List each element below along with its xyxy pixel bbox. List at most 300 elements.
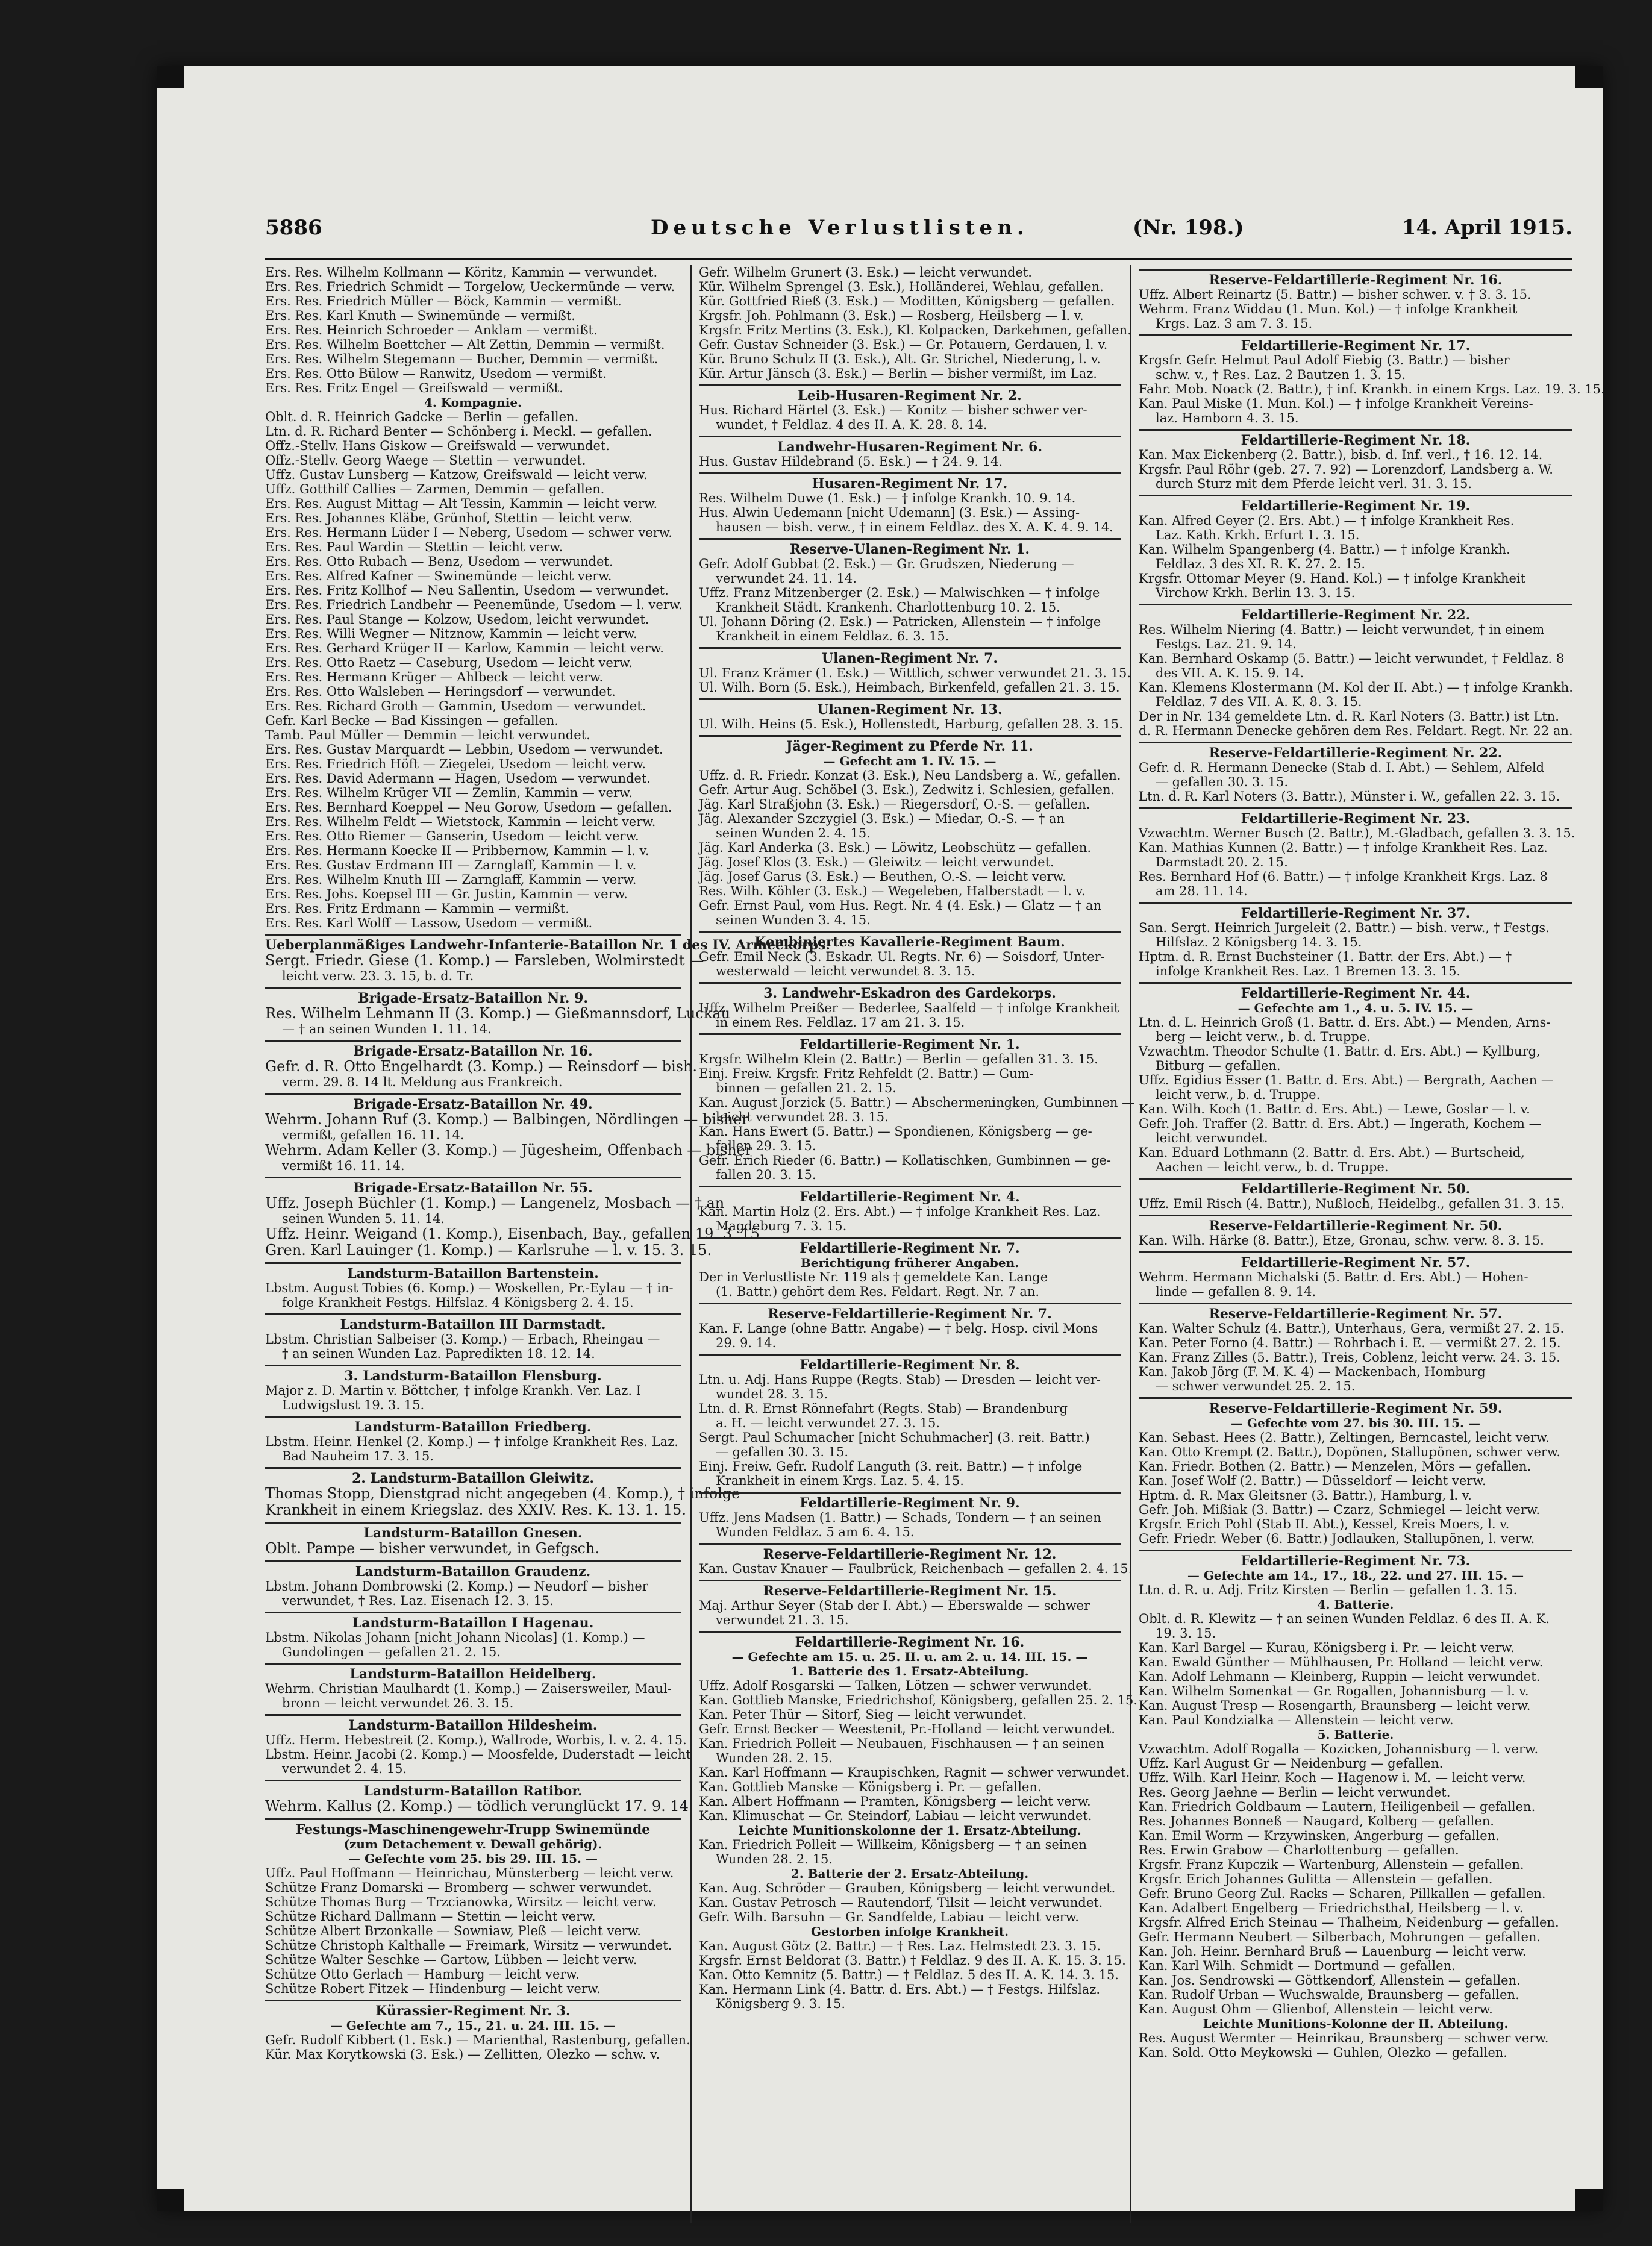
casualty-entry: Ers. Res. August Mittag — Alt Tessin, Kammin — leicht verw. <box>265 496 658 511</box>
section-heading: Feldartillerie-Regiment Nr. 37. <box>1139 902 1572 921</box>
casualty-entry: Gefr. Bruno Georg Zul. Racks — Scharen, Pillkallen — gefallen. <box>1139 1886 1546 1901</box>
casualty-entry: berg — leicht verw., b. d. Truppe. <box>1156 1030 1371 1044</box>
casualty-entry: Schütze Franz Domarski — Bromberg — schwer verwundet. <box>265 1880 652 1895</box>
casualty-entry: Feldlaz. 3 des XI. R. K. 27. 2. 15. <box>1156 557 1365 571</box>
casualty-entry: Kan. Mathias Kunnen (2. Battr.) — † infolge Krankheit Res. Laz. <box>1139 840 1548 855</box>
casualty-entry: Thomas Stopp, Dienstgrad nicht angegeben (4. Komp.), † infolge <box>265 1485 740 1502</box>
casualty-entry: Wehrm. Adam Keller (3. Komp.) — Jügesheim, Offenbach — bisher <box>265 1142 752 1159</box>
casualty-entry: seinen Wunden 3. 4. 15. <box>716 913 871 927</box>
casualty-entry: Kan. Max Eickenberg (2. Battr.), bisb. d. Inf. verl., † 16. 12. 14. <box>1139 448 1543 462</box>
casualty-entry: Schütze Walter Seschke — Gartow, Lübben — leicht verw. <box>265 1953 637 1967</box>
casualty-entry: Kan. F. Lange (ohne Battr. Angabe) — † belg. Hosp. civil Mons <box>699 1321 1098 1336</box>
section-heading: Landsturm-Bataillon I Hagenau. <box>265 1612 681 1630</box>
casualty-entry: Kan. Alfred Geyer (2. Ers. Abt.) — † infolge Krankheit Res. <box>1139 513 1515 528</box>
casualty-entry: Ludwigslust 19. 3. 15. <box>282 1398 425 1412</box>
section-heading: Feldartillerie-Regiment Nr. 16. <box>699 1631 1121 1650</box>
casualty-entry: Krankheit in einem Kriegslaz. des XXIV. Res. K. 13. 1. 15. <box>265 1501 686 1518</box>
section-heading: 3. Landsturm-Bataillon Flensburg. <box>265 1365 681 1383</box>
casualty-entry: Kan. Karl Hoffmann — Kraupischken, Ragnit — schwer verwundet. <box>699 1765 1130 1780</box>
section-heading: Landsturm-Bataillon Graudenz. <box>265 1560 681 1579</box>
casualty-entry: Ltn. d. R. Richard Benter — Schönberg i. Meckl. — gefallen. <box>265 424 652 439</box>
casualty-entry: Kan. Gottlieb Manske — Königsberg i. Pr. — gefallen. <box>699 1780 1042 1794</box>
casualty-entry: Kan. Martin Holz (2. Ers. Abt.) — † infolge Krankheit Res. Laz. <box>699 1204 1101 1219</box>
casualty-entry: Kan. Jakob Jörg (F. M. K. 4) — Mackenbach, Homburg <box>1139 1365 1486 1379</box>
casualty-entry: Magdeburg 7. 3. 15. <box>716 1219 847 1233</box>
casualty-entry: Gefr. Hermann Neubert — Silberbach, Mohrungen — gefallen. <box>1139 1930 1541 1944</box>
subheading: 5. Batterie. <box>1317 1727 1394 1742</box>
casualty-entry: infolge Krankheit Res. Laz. 1 Bremen 13. 3. 15. <box>1156 964 1461 978</box>
casualty-entry: leicht verwundet. <box>1156 1131 1268 1145</box>
casualty-entry: Kan. Otto Kemnitz (5. Battr.) — † Feldlaz. 5 des II. A. K. 14. 3. 15. <box>699 1968 1119 1982</box>
casualty-entry: Res. Johannes Bonneß — Naugard, Kolberg — gefallen. <box>1139 1814 1494 1828</box>
casualty-entry: Tamb. Paul Müller — Demmin — leicht verwundet. <box>265 728 590 742</box>
issue-date: 14. April 1915. <box>1401 216 1572 240</box>
casualty-entry: 29. 9. 14. <box>716 1336 777 1350</box>
casualty-entry: Kan. Wilhelm Spangenberg (4. Battr.) — † infolge Krankh. <box>1139 542 1510 557</box>
casualty-entry: Gefr. Adolf Gubbat (2. Esk.) — Gr. Grudszen, Niederung — <box>699 557 1074 571</box>
casualty-entry: Uffz. Paul Hoffmann — Heinrichau, Münsterberg — leicht verw. <box>265 1866 674 1880</box>
casualty-entry: — † an seinen Wunden 1. 11. 14. <box>282 1022 492 1036</box>
casualty-entry: Kan. Eduard Lothmann (2. Battr. d. Ers. Abt.) — Burtscheid, <box>1139 1145 1525 1160</box>
section-heading: Reserve-Feldartillerie-Regiment Nr. 50. <box>1139 1215 1572 1233</box>
casualty-entry: fallen 29. 3. 15. <box>716 1139 816 1153</box>
section-heading: Landsturm-Bataillon Friedberg. <box>265 1416 681 1434</box>
casualty-entry: Jäg. Karl Straßjohn (3. Esk.) — Riegersdorf, O.-S. — gefallen. <box>699 797 1090 812</box>
casualty-entry: 19. 3. 15. <box>1156 1626 1216 1641</box>
casualty-entry: Ers. Res. Otto Walsleben — Heringsdorf — verwundet. <box>265 684 616 699</box>
section-heading: Feldartillerie-Regiment Nr. 19. <box>1139 495 1572 513</box>
casualty-entry: Lbstm. Nikolas Johann [nicht Johann Nicolas] (1. Komp.) — <box>265 1630 645 1645</box>
casualty-entry: Res. Bernhard Hof (6. Battr.) — † infolge Krankheit Krgs. Laz. 8 <box>1139 869 1548 884</box>
casualty-entry: laz. Hamborn 4. 3. 15. <box>1156 411 1299 425</box>
casualty-entry: Uffz. Jens Madsen (1. Battr.) — Schads, Tondern — † an seinen <box>699 1510 1101 1525</box>
casualty-entry: Gefr. Erich Rieder (6. Battr.) — Kollatischken, Gumbinnen — ge- <box>699 1153 1111 1168</box>
casualty-entry: Wehrm. Franz Widdau (1. Mun. Kol.) — † infolge Krankheit <box>1139 302 1518 316</box>
casualty-entry: wundet, † Feldlaz. 4 des II. A. K. 28. 8. 14. <box>716 418 987 432</box>
casualty-entry: Wehrm. Kallus (2. Komp.) — tödlich verunglückt 17. 9. 14. <box>265 1798 693 1815</box>
corner-mark <box>157 66 184 88</box>
casualty-entry: Krgsfr. Joh. Pohlmann (3. Esk.) — Rosberg, Heilsberg — l. v. <box>699 308 1084 323</box>
casualty-entry: Jäg. Karl Anderka (3. Esk.) — Löwitz, Leobschütz — gefallen. <box>699 840 1092 855</box>
casualty-entry: Krgsfr. Franz Kupczik — Wartenburg, Allenstein — gefallen. <box>1139 1857 1524 1872</box>
casualty-entry: Ers. Res. Heinrich Schroeder — Anklam — vermißt. <box>265 323 598 337</box>
casualty-entry: Ltn. d. L. Heinrich Groß (1. Battr. d. Ers. Abt.) — Menden, Arns- <box>1139 1015 1551 1030</box>
casualty-entry: † an seinen Wunden Laz. Papredikten 18. 12. 14. <box>282 1347 595 1361</box>
casualty-entry: Ers. Res. Friedrich Höft — Ziegelei, Usedom — leicht verw. <box>265 757 646 771</box>
casualty-entry: Ers. Res. Gerhard Krüger II — Karlow, Kammin — leicht verw. <box>265 641 664 655</box>
casualty-entry: linde — gefallen 8. 9. 14. <box>1156 1284 1316 1299</box>
casualty-entry: Gefr. Rudolf Kibbert (1. Esk.) — Marienthal, Rastenburg, gefallen. <box>265 2033 690 2047</box>
section-heading: Festungs-Maschinengewehr-Trupp Swinemünde <box>265 1818 681 1837</box>
casualty-entry: Der in Nr. 134 gemeldete Ltn. d. R. Karl Noters (3. Battr.) ist Ltn. <box>1139 709 1559 724</box>
corner-mark <box>1575 66 1603 88</box>
casualty-entry: Hus. Alwin Uedemann [nicht Udemann] (3. Esk.) — Assing- <box>699 505 1080 520</box>
casualty-entry: Gefr. Artur Aug. Schöbel (3. Esk.), Zedwitz i. Schlesien, gefallen. <box>699 783 1115 797</box>
subheading: (zum Detachement v. Dewall gehörig). <box>343 1837 602 1851</box>
casualty-entry: Bitburg — gefallen. <box>1156 1059 1281 1073</box>
subheading: Gestorben infolge Krankheit. <box>810 1924 1009 1939</box>
subheading: 2. Batterie der 2. Ersatz-Abteilung. <box>790 1866 1029 1881</box>
subheading: — Gefechte am 1., 4. u. 5. IV. 15. — <box>1237 1001 1474 1015</box>
casualty-entry: seinen Wunden 5. 11. 14. <box>282 1212 445 1226</box>
casualty-entry: Ers. Res. Bernhard Koeppel — Neu Gorow, Usedom — gefallen. <box>265 800 672 815</box>
casualty-entry: Gefr. Joh. Mißiak (3. Battr.) — Czarz, Schmiegel — leicht verw. <box>1139 1503 1541 1517</box>
section-heading: Landwehr-Husaren-Regiment Nr. 6. <box>699 436 1121 454</box>
casualty-entry: Res. August Wermter — Heinrikau, Braunsberg — schwer verw. <box>1139 2031 1549 2045</box>
casualty-entry: Uffz. Egidius Esser (1. Battr. d. Ers. Abt.) — Bergrath, Aachen — <box>1139 1073 1554 1087</box>
subheading: — Gefechte vom 27. bis 30. III. 15. — <box>1231 1416 1480 1430</box>
casualty-entry: Kan. Walter Schulz (4. Battr.), Unterhaus, Gera, vermißt 27. 2. 15. <box>1139 1321 1565 1336</box>
casualty-entry: Ers. Res. Otto Raetz — Caseburg, Usedom — leicht verw. <box>265 655 633 670</box>
casualty-entry: Ers. Res. Wilhelm Kollmann — Köritz, Kammin — verwundet. <box>265 265 658 280</box>
casualty-entry: Uffz. Karl August Gr — Neidenburg — gefallen. <box>1139 1756 1444 1771</box>
section-heading: Feldartillerie-Regiment Nr. 8. <box>699 1354 1121 1372</box>
section-heading: Feldartillerie-Regiment Nr. 4. <box>699 1186 1121 1204</box>
casualty-entry: Kan. Gustav Petrosch — Rautendorf, Tilsit — leicht verwundet. <box>699 1895 1103 1910</box>
casualty-entry: seinen Wunden 2. 4. 15. <box>716 826 871 840</box>
section-heading: Feldartillerie-Regiment Nr. 23. <box>1139 807 1572 826</box>
casualty-entry: Bad Nauheim 17. 3. 15. <box>282 1449 434 1463</box>
casualty-entry: Lbstm. Johann Dombrowski (2. Komp.) — Neudorf — bisher <box>265 1579 648 1594</box>
casualty-entry: Krgsfr. Ernst Beldorat (3. Battr.) † Feldlaz. 9 des II. A. K. 15. 3. 15. <box>699 1953 1126 1968</box>
section-heading: Reserve-Feldartillerie-Regiment Nr. 59. <box>1139 1397 1572 1416</box>
casualty-entry: Ers. Res. Fritz Engel — Greifswald — vermißt. <box>265 381 563 395</box>
casualty-entry: Gefr. Wilhelm Grunert (3. Esk.) — leicht verwundet. <box>699 265 1032 280</box>
casualty-entry: — schwer verwundet 25. 2. 15. <box>1156 1379 1356 1394</box>
section-heading: Feldartillerie-Regiment Nr. 50. <box>1139 1178 1572 1197</box>
casualty-entry: Kan. August Jorzick (5. Battr.) — Abschermeningken, Gumbinnen — <box>699 1095 1135 1110</box>
section-heading: Husaren-Regiment Nr. 17. <box>699 472 1121 491</box>
casualty-entry: Einj. Freiw. Krgsfr. Fritz Rehfeldt (2. Battr.) — Gum- <box>699 1066 1034 1081</box>
column-3 <box>1139 265 1605 2223</box>
casualty-entry: Ers. Res. Richard Groth — Gammin, Usedom — verwundet. <box>265 699 646 713</box>
casualty-entry: Kan. Friedrich Goldbaum — Lautern, Heiligenbeil — gefallen. <box>1139 1800 1536 1814</box>
casualty-entry: Uffz. Franz Mitzenberger (2. Esk.) — Malwischken — † infolge <box>699 586 1100 600</box>
casualty-entry: Kan. Wilh. Koch (1. Battr. d. Ers. Abt.) — Lewe, Goslar — l. v. <box>1139 1102 1530 1116</box>
casualty-entry: Hus. Richard Härtel (3. Esk.) — Konitz — bisher schwer ver- <box>699 403 1087 418</box>
casualty-entry: Schütze Christoph Kalthalle — Freimark, Wirsitz — verwundet. <box>265 1938 672 1953</box>
casualty-entry: Kan. Joh. Heinr. Bernhard Bruß — Lauenburg — leicht verw. <box>1139 1944 1527 1959</box>
section-heading: Kombiniertes Kavallerie-Regiment Baum. <box>699 931 1121 949</box>
casualty-entry: Krankheit in einem Feldlaz. 6. 3. 15. <box>716 629 950 643</box>
casualty-entry: Hilfslaz. 2 Königsberg 14. 3. 15. <box>1156 935 1362 949</box>
casualty-entry: Uffz. Heinr. Weigand (1. Komp.), Eisenbach, Bay., gefallen 19. 3. 15. <box>265 1225 765 1242</box>
casualty-entry: Schütze Thomas Burg — Trzcianowka, Wirsitz — leicht verw. <box>265 1895 657 1909</box>
casualty-entry: Ers. Res. Hermann Krüger — Ahlbeck — leicht verw. <box>265 670 604 684</box>
casualty-entry: Uffz. d. R. Friedr. Konzat (3. Esk.), Neu Landsberg a. W., gefallen. <box>699 768 1121 783</box>
casualty-entry: Ltn. d. R. Karl Noters (3. Battr.), Münster i. W., gefallen 22. 3. 15. <box>1139 789 1560 804</box>
casualty-entry: Kan. Hermann Link (4. Battr. d. Ers. Abt.) — † Festgs. Hilfslaz. <box>699 1982 1101 1997</box>
casualty-entry: Gefr. d. R. Hermann Denecke (Stab d. I. Abt.) — Sehlem, Alfeld <box>1139 760 1545 775</box>
casualty-entry: Krankheit in einem Krgs. Laz. 5. 4. 15. <box>716 1474 964 1488</box>
casualty-entry: vermißt 16. 11. 14. <box>282 1159 405 1173</box>
casualty-entry: Kan. Franz Zilles (5. Battr.), Treis, Coblenz, leicht verw. 24. 3. 15. <box>1139 1350 1560 1365</box>
casualty-entry: Krgsfr. Paul Röhr (geb. 27. 7. 92) — Lorenzdorf, Landsberg a. W. <box>1139 462 1553 477</box>
casualty-entry: Kan. Karl Bargel — Kurau, Königsberg i. Pr. — leicht verw. <box>1139 1641 1515 1655</box>
subheading: Leichte Munitionskolonne der 1. Ersatz-Abteilung. <box>738 1823 1081 1838</box>
casualty-entry: Feldlaz. 7 des VII. A. K. 8. 3. 15. <box>1156 695 1362 709</box>
casualty-entry: Res. Georg Jaehne — Berlin — leicht verwundet. <box>1139 1785 1451 1800</box>
subheading: — Gefecht am 1. IV. 15. — <box>823 754 997 768</box>
casualty-entry: Ers. Res. Friedrich Müller — Böck, Kammin — vermißt. <box>265 294 622 308</box>
casualty-entry: Gefr. Wilh. Barsuhn — Gr. Sandfelde, Labiau — leicht verw. <box>699 1910 1079 1924</box>
section-heading: Kürassier-Regiment Nr. 3. <box>265 2000 681 2018</box>
casualty-entry: Lbstm. Heinr. Henkel (2. Komp.) — † infolge Krankheit Res. Laz. <box>265 1434 678 1449</box>
section-heading: Reserve-Feldartillerie-Regiment Nr. 16. <box>1139 269 1572 287</box>
casualty-entry: Uffz. Emil Risch (4. Battr.), Nußloch, Heidelbg., gefallen 31. 3. 15. <box>1139 1197 1565 1211</box>
section-heading: Reserve-Feldartillerie-Regiment Nr. 7. <box>699 1303 1121 1321</box>
casualty-entry: Vzwachtm. Adolf Rogalla — Kozicken, Johannisburg — l. verw. <box>1139 1742 1539 1756</box>
casualty-entry: Sergt. Friedr. Giese (1. Komp.) — Farsleben, Wolmirstedt — <box>265 952 704 969</box>
casualty-entry: Lbstm. Heinr. Jacobi (2. Komp.) — Moosfelde, Duderstadt — leicht <box>265 1747 691 1762</box>
casualty-entry: Jäg. Josef Garus (3. Esk.) — Beuthen, O.-S. — leicht verw. <box>699 869 1066 884</box>
casualty-entry: Kan. Paul Miske (1. Mun. Kol.) — † infolge Krankheit Vereins- <box>1139 396 1533 411</box>
casualty-entry: Kan. Sold. Otto Meykowski — Guhlen, Olezko — gefallen. <box>1139 2045 1507 2060</box>
casualty-entry: vermißt, gefallen 16. 11. 14. <box>282 1128 465 1142</box>
section-heading: Ulanen-Regiment Nr. 13. <box>699 698 1121 717</box>
casualty-entry: d. R. Hermann Denecke gehören dem Res. Feldart. Regt. Nr. 22 an. <box>1139 724 1573 738</box>
page-header <box>265 216 1572 252</box>
casualty-entry: Kan. Friedrich Polleit — Willkeim, Königsberg — † an seinen <box>699 1838 1087 1852</box>
casualty-entry: Der in Verlustliste Nr. 119 als † gemeldete Kan. Lange <box>699 1270 1048 1284</box>
casualty-entry: Kür. Wilhelm Sprengel (3. Esk.), Holländerei, Wehlau, gefallen. <box>699 280 1104 294</box>
casualty-entry: Jäg. Alexander Szczygiel (3. Esk.) — Miedar, O.-S. — † an <box>699 812 1065 826</box>
casualty-entry: Darmstadt 20. 2. 15. <box>1156 855 1288 869</box>
casualty-entry: wundet 28. 3. 15. <box>716 1387 828 1401</box>
casualty-entry: Schütze Otto Gerlach — Hamburg — leicht verw. <box>265 1967 580 1982</box>
casualty-entry: durch Sturz mit dem Pferde leicht verl. 31. 3. 15. <box>1156 477 1472 491</box>
column-2 <box>699 265 1138 2223</box>
section-heading: 2. Landsturm-Bataillon Gleiwitz. <box>265 1467 681 1486</box>
section-heading: Leib-Husaren-Regiment Nr. 2. <box>699 384 1121 403</box>
casualty-entry: verm. 29. 8. 14 lt. Meldung aus Frankreich. <box>282 1075 563 1089</box>
casualty-entry: Res. Erwin Grabow — Charlottenburg — gefallen. <box>1139 1843 1459 1857</box>
casualty-entry: Festgs. Laz. 21. 9. 14. <box>1156 637 1297 651</box>
casualty-entry: verwundet 24. 11. 14. <box>716 571 857 586</box>
section-heading: Feldartillerie-Regiment Nr. 1. <box>699 1033 1121 1052</box>
section-heading: Landsturm-Bataillon Bartenstein. <box>265 1262 681 1281</box>
casualty-entry: Wehrm. Christian Maulhardt (1. Komp.) — Zaisersweiler, Maul- <box>265 1681 672 1696</box>
casualty-entry: Schütze Richard Dallmann — Stettin — leicht verw. <box>265 1909 596 1924</box>
casualty-entry: Uffz. Gustav Lunsberg — Katzow, Greifswald — leicht verw. <box>265 468 648 482</box>
casualty-entry: Kan. Wilhelm Somenkat — Gr. Rogallen, Johannisburg — l. v. <box>1139 1684 1529 1698</box>
casualty-entry: verwundet 2. 4. 15. <box>282 1762 407 1776</box>
casualty-entry: Ers. Res. Alfred Kafner — Swinemünde — leicht verw. <box>265 569 612 583</box>
casualty-entry: Kan. Hans Ewert (5. Battr.) — Spondienen, Königsberg — ge- <box>699 1124 1092 1139</box>
casualty-entry: Kan. Albert Hoffmann — Pramten, Königsberg — leicht verw. <box>699 1794 1091 1809</box>
casualty-entry: Aachen — leicht verw., b. d. Truppe. <box>1156 1160 1389 1174</box>
casualty-entry: Hus. Gustav Hildebrand (5. Esk.) — † 24. 9. 14. <box>699 454 1003 469</box>
casualty-entry: Kan. Karl Wilh. Schmidt — Dortmund — gefallen. <box>1139 1959 1456 1973</box>
section-heading: Feldartillerie-Regiment Nr. 18. <box>1139 429 1572 448</box>
casualty-entry: Ltn. u. Adj. Hans Ruppe (Regts. Stab) — Dresden — leicht ver- <box>699 1372 1101 1387</box>
casualty-entry: Ers. Res. Karl Wolff — Lassow, Usedom — vermißt. <box>265 916 593 930</box>
casualty-entry: Gefr. Emil Neck (3. Eskadr. Ul. Regts. Nr. 6) — Soisdorf, Unter- <box>699 949 1105 964</box>
casualty-entry: Uffz. Wilhelm Preißer — Bederlee, Saalfeld — † infolge Krankheit <box>699 1001 1119 1015</box>
section-heading: Reserve-Feldartillerie-Regiment Nr. 22. <box>1139 742 1572 760</box>
subheading: 4. Kompagnie. <box>424 395 522 410</box>
casualty-entry: Ers. Res. Karl Knuth — Swinemünde — vermißt. <box>265 308 575 323</box>
casualty-entry: Kan. Josef Wolf (2. Battr.) — Düsseldorf — leicht verw. <box>1139 1474 1486 1488</box>
subheading: — Gefechte am 15. u. 25. II. u. am 2. u. 14. III. 15. — <box>731 1650 1088 1664</box>
casualty-entry: Ers. Res. David Adermann — Hagen, Usedom — verwundet. <box>265 771 651 786</box>
casualty-entry: Laz. Kath. Krkh. Erfurt 1. 3. 15. <box>1156 528 1360 542</box>
casualty-entry: Kan. Wilh. Härke (8. Battr.), Etze, Gronau, schw. verw. 8. 3. 15. <box>1139 1233 1544 1248</box>
casualty-entry: Ltn. d. R. Ernst Rönnefahrt (Regts. Stab) — Brandenburg <box>699 1401 1068 1416</box>
casualty-entry: Kan. Aug. Schröder — Grauben, Königsberg — leicht verwundet. <box>699 1881 1116 1895</box>
casualty-entry: Oblt. Pampe — bisher verwundet, in Gefgsch. <box>265 1540 600 1557</box>
casualty-entry: Kan. Paul Kondzialka — Allenstein — leicht verw. <box>1139 1713 1454 1727</box>
casualty-entry: Schütze Albert Brzonkalle — Sowniaw, Pleß — leicht verw. <box>265 1924 641 1938</box>
section-heading: Feldartillerie-Regiment Nr. 73. <box>1139 1550 1572 1568</box>
casualty-entry: verwundet, † Res. Laz. Eisenach 12. 3. 15. <box>282 1594 554 1608</box>
section-heading: Brigade-Ersatz-Bataillon Nr. 55. <box>265 1177 681 1195</box>
casualty-entry: Ul. Johann Döring (2. Esk.) — Patricken, Allenstein — † infolge <box>699 615 1101 629</box>
casualty-entry: Oblt. d. R. Klewitz — † an seinen Wunden Feldlaz. 6 des II. A. K. <box>1139 1612 1550 1626</box>
casualty-entry: (1. Battr.) gehört dem Res. Feldart. Regt. Nr. 7 an. <box>716 1284 1040 1299</box>
casualty-entry: Krgsfr. Erich Johannes Gulitta — Allenstein — gefallen. <box>1139 1872 1493 1886</box>
casualty-entry: Ul. Wilh. Heins (5. Esk.), Hollenstedt, Harburg, gefallen 28. 3. 15. <box>699 717 1123 731</box>
casualty-entry: Ers. Res. Otto Riemer — Ganserin, Usedom — leicht verw. <box>265 829 639 843</box>
casualty-entry: Kan. Peter Forno (4. Battr.) — Rohrbach i. E. — vermißt 27. 2. 15. <box>1139 1336 1561 1350</box>
casualty-entry: Ers. Res. Willi Wegner — Nitznow, Kammin — leicht verw. <box>265 627 637 641</box>
section-heading: Landsturm-Bataillon Ratibor. <box>265 1780 681 1798</box>
casualty-entry: Krgsfr. Alfred Erich Steinau — Thalheim, Neidenburg — gefallen. <box>1139 1915 1559 1930</box>
section-heading: Brigade-Ersatz-Bataillon Nr. 49. <box>265 1093 681 1112</box>
section-heading: Feldartillerie-Regiment Nr. 22. <box>1139 604 1572 622</box>
casualty-entry: Ers. Res. Hermann Lüder I — Neberg, Usedom — schwer verw. <box>265 525 672 540</box>
casualty-entry: Kan. Adalbert Engelberg — Friedrichsthal, Heilsberg — l. v. <box>1139 1901 1524 1915</box>
casualty-entry: Kan. August Tresp — Rosengarth, Braunsberg — leicht verw. <box>1139 1698 1531 1713</box>
casualty-entry: westerwald — leicht verwundet 8. 3. 15. <box>716 964 975 978</box>
casualty-entry: Ers. Res. Otto Bülow — Ranwitz, Usedom — vermißt. <box>265 366 607 381</box>
section-heading: Landsturm-Bataillon Heidelberg. <box>265 1663 681 1681</box>
subheading: — Gefechte am 7., 15., 21. u. 24. III. 15. — <box>330 2018 616 2033</box>
casualty-entry: Ltn. d. R. u. Adj. Fritz Kirsten — Berlin — gefallen 1. 3. 15. <box>1139 1583 1518 1597</box>
casualty-entry: Uffz. Gotthilf Callies — Zarmen, Demmin — gefallen. <box>265 482 605 496</box>
page-number: 5886 <box>265 216 322 240</box>
subheading: 1. Batterie des 1. Ersatz-Abteilung. <box>790 1664 1029 1678</box>
corner-mark <box>1575 2189 1603 2211</box>
casualty-entry: Hptm. d. R. Max Gleitsner (3. Battr.), Hamburg, l. v. <box>1139 1488 1472 1503</box>
casualty-entry: Gefr. Ernst Becker — Weestenit, Pr.-Holland — leicht verwundet. <box>699 1722 1115 1736</box>
casualty-entry: Kür. Artur Jänsch (3. Esk.) — Berlin — bisher vermißt, im Laz. <box>699 366 1097 381</box>
casualty-entry: Ers. Res. Wilhelm Boettcher — Alt Zettin, Demmin — vermißt. <box>265 337 665 352</box>
section-heading: Feldartillerie-Regiment Nr. 57. <box>1139 1251 1572 1270</box>
casualty-entry: Wunden 28. 2. 15. <box>716 1852 833 1866</box>
casualty-entry: schw. v., † Res. Laz. 2 Bautzen 1. 3. 15. <box>1156 368 1406 382</box>
casualty-entry: Kan. Peter Thür — Sitorf, Sieg — leicht verwundet. <box>699 1707 1027 1722</box>
casualty-entry: Ers. Res. Friedrich Schmidt — Torgelow, Ueckermünde — verw. <box>265 280 675 294</box>
casualty-entry: Uffz. Adolf Rosgarski — Talken, Lötzen — schwer verwundet. <box>699 1678 1092 1693</box>
section-heading: Reserve-Feldartillerie-Regiment Nr. 57. <box>1139 1303 1572 1321</box>
section-heading: Feldartillerie-Regiment Nr. 7. <box>699 1237 1121 1256</box>
casualty-entry: Ers. Res. Friedrich Landbehr — Peenemünde, Usedom — l. verw. <box>265 598 683 612</box>
section-heading: Landsturm-Bataillon Hildesheim. <box>265 1714 681 1733</box>
casualty-entry: Ers. Res. Paul Stange — Kolzow, Usedom, leicht verwundet. <box>265 612 649 627</box>
section-heading: Reserve-Feldartillerie-Regiment Nr. 15. <box>699 1580 1121 1598</box>
casualty-entry: Hptm. d. R. Ernst Buchsteiner (1. Battr. der Ers. Abt.) — † <box>1139 949 1512 964</box>
casualty-entry: fallen 20. 3. 15. <box>716 1168 816 1182</box>
casualty-entry: Kan. Rudolf Urban — Wuchswalde, Braunsberg — gefallen. <box>1139 1988 1519 2002</box>
subheading: Leichte Munitions-Kolonne der II. Abteilung. <box>1203 2016 1509 2031</box>
casualty-entry: Kan. Friedr. Bothen (2. Battr.) — Menzelen, Mörs — gefallen. <box>1139 1459 1532 1474</box>
casualty-entry: Kan. August Götz (2. Battr.) — † Res. Laz. Helmstedt 23. 3. 15. <box>699 1939 1101 1953</box>
casualty-entry: bronn — leicht verwundet 26. 3. 15. <box>282 1696 514 1710</box>
casualty-entry: Uffz. Wilh. Karl Heinr. Koch — Hagenow i. M. — leicht verw. <box>1139 1771 1526 1785</box>
section-heading: Ueberplanmäßiges Landwehr-Infanterie-Bataillon Nr. 1 des IV. Armeekorps. <box>265 934 681 953</box>
casualty-entry: Krgs. Laz. 3 am 7. 3. 15. <box>1156 316 1313 331</box>
casualty-entry: Virchow Krkh. Berlin 13. 3. 15. <box>1156 586 1356 600</box>
casualty-entry: Einj. Freiw. Gefr. Rudolf Languth (3. reit. Battr.) — † infolge <box>699 1459 1083 1474</box>
casualty-entry: Res. Wilhelm Lehmann II (3. Komp.) — Gießmannsdorf, Luckau <box>265 1005 731 1022</box>
casualty-entry: Ers. Res. Wilhelm Feldt — Wietstock, Kammin — leicht verw. <box>265 815 656 829</box>
section-heading: Reserve-Ulanen-Regiment Nr. 1. <box>699 538 1121 557</box>
casualty-entry: Schütze Robert Fitzek — Hindenburg — leicht verw. <box>265 1982 601 1996</box>
column-divider <box>1130 265 1131 2223</box>
casualty-entry: — gefallen 30. 3. 15. <box>1156 775 1289 789</box>
casualty-entry: Lbstm. August Tobies (6. Komp.) — Woskellen, Pr.-Eylau — † in- <box>265 1281 674 1295</box>
subheading: 4. Batterie. <box>1317 1597 1394 1612</box>
casualty-entry: a. H. — leicht verwundet 27. 3. 15. <box>716 1416 940 1430</box>
section-heading: Feldartillerie-Regiment Nr. 44. <box>1139 982 1572 1001</box>
casualty-entry: Ul. Wilh. Born (5. Esk.), Heimbach, Birkenfeld, gefallen 21. 3. 15. <box>699 680 1120 695</box>
casualty-entry: Res. Wilh. Köhler (3. Esk.) — Wegeleben, Halberstadt — l. v. <box>699 884 1086 898</box>
casualty-entry: Gefr. Ernst Paul, vom Hus. Regt. Nr. 4 (4. Esk.) — Glatz — † an <box>699 898 1102 913</box>
casualty-entry: Gefr. Friedr. Weber (6. Battr.) Jodlauken, Stallupönen, l. verw. <box>1139 1531 1535 1546</box>
casualty-entry: Gefr. Joh. Traffer (2. Battr. d. Ers. Abt.) — Ingerath, Kochem — <box>1139 1116 1542 1131</box>
casualty-entry: Lbstm. Christian Salbeiser (3. Komp.) — Erbach, Rheingau — <box>265 1332 660 1347</box>
casualty-entry: des VII. A. K. 15. 9. 14. <box>1156 666 1304 680</box>
section-heading: Jäger-Regiment zu Pferde Nr. 11. <box>699 735 1121 754</box>
casualty-entry: Kan. Klemens Klostermann (M. Kol der II. Abt.) — † infolge Krankh. <box>1139 680 1573 695</box>
casualty-entry: Ers. Res. Wilhelm Stegemann — Bucher, Demmin — vermißt. <box>265 352 659 366</box>
casualty-entry: Kan. August Ohm — Glienbof, Allenstein — leicht verw. <box>1139 2002 1493 2016</box>
casualty-entry: San. Sergt. Heinrich Jurgeleit (2. Battr.) — bish. verw., † Festgs. <box>1139 921 1550 935</box>
section-heading: Brigade-Ersatz-Bataillon Nr. 16. <box>265 1040 681 1059</box>
casualty-entry: Maj. Arthur Seyer (Stab der I. Abt.) — Eberswalde — schwer <box>699 1598 1090 1613</box>
casualty-entry: Kür. Max Korytkowski (3. Esk.) — Zellitten, Olezko — schw. v. <box>265 2047 660 2062</box>
section-heading: Landsturm-Bataillon Gnesen. <box>265 1522 681 1541</box>
casualty-entry: Ers. Res. Johannes Kläbe, Grünhof, Stettin — leicht verw. <box>265 511 633 525</box>
casualty-entry: Wehrm. Johann Ruf (3. Komp.) — Balbingen, Nördlingen — bisher <box>265 1111 749 1128</box>
casualty-entry: — gefallen 30. 3. 15. <box>716 1445 849 1459</box>
section-heading: 3. Landwehr-Eskadron des Gardekorps. <box>699 982 1121 1001</box>
casualty-entry: leicht verw. 23. 3. 15, b. d. Tr. <box>282 969 474 983</box>
section-heading: Feldartillerie-Regiment Nr. 9. <box>699 1492 1121 1510</box>
section-heading: Feldartillerie-Regiment Nr. 17. <box>1139 334 1572 353</box>
casualty-entry: Krgsfr. Gefr. Helmut Paul Adolf Fiebig (3. Battr.) — bisher <box>1139 353 1510 368</box>
subheading: — Gefechte vom 25. bis 29. III. 15. — <box>348 1851 598 1866</box>
casualty-entry: Major z. D. Martin v. Böttcher, † infolge Krankh. Ver. Laz. I <box>265 1383 642 1398</box>
casualty-entry: Vzwachtm. Theodor Schulte (1. Battr. d. Ers. Abt.) — Kyllburg, <box>1139 1044 1541 1059</box>
casualty-entry: Ers. Res. Wilhelm Knuth III — Zarnglaff, Kammin — verw. <box>265 872 637 887</box>
casualty-entry: Gren. Karl Lauinger (1. Komp.) — Karlsruhe — l. v. 15. 3. 15. <box>265 1242 712 1259</box>
casualty-entry: Ers. Res. Paul Wardin — Stettin — leicht verw. <box>265 540 563 554</box>
casualty-entry: Sergt. Paul Schumacher [nicht Schuhmacher] (3. reit. Battr.) <box>699 1430 1090 1445</box>
casualty-entry: Gefr. Karl Becke — Bad Kissingen — gefallen. <box>265 713 559 728</box>
casualty-entry: Kan. Gustav Knauer — Faulbrück, Reichenbach — gefallen 2. 4. 15. <box>699 1562 1133 1576</box>
casualty-entry: Krgsfr. Wilhelm Klein (2. Battr.) — Berlin — gefallen 31. 3. 15. <box>699 1052 1098 1066</box>
casualty-entry: Ers. Res. Gustav Erdmann III — Zarnglaff, Kammin — l. v. <box>265 858 637 872</box>
casualty-entry: Gefr. d. R. Otto Engelhardt (3. Komp.) — Reinsdorf — bish. <box>265 1058 698 1075</box>
casualty-entry: Ers. Res. Johs. Koepsel III — Gr. Justin, Kammin — verw. <box>265 887 628 901</box>
publication-title: Deutsche Verlustlisten. <box>651 216 1029 240</box>
corner-mark <box>157 2189 184 2211</box>
subheading: Berichtigung früherer Angaben. <box>800 1256 1019 1270</box>
casualty-entry: hausen — bish. verw., † in einem Feldlaz. des X. A. K. 4. 9. 14. <box>716 520 1113 534</box>
casualty-entry: Uffz. Albert Reinartz (5. Battr.) — bisher schwer. v. † 3. 3. 15. <box>1139 287 1532 302</box>
